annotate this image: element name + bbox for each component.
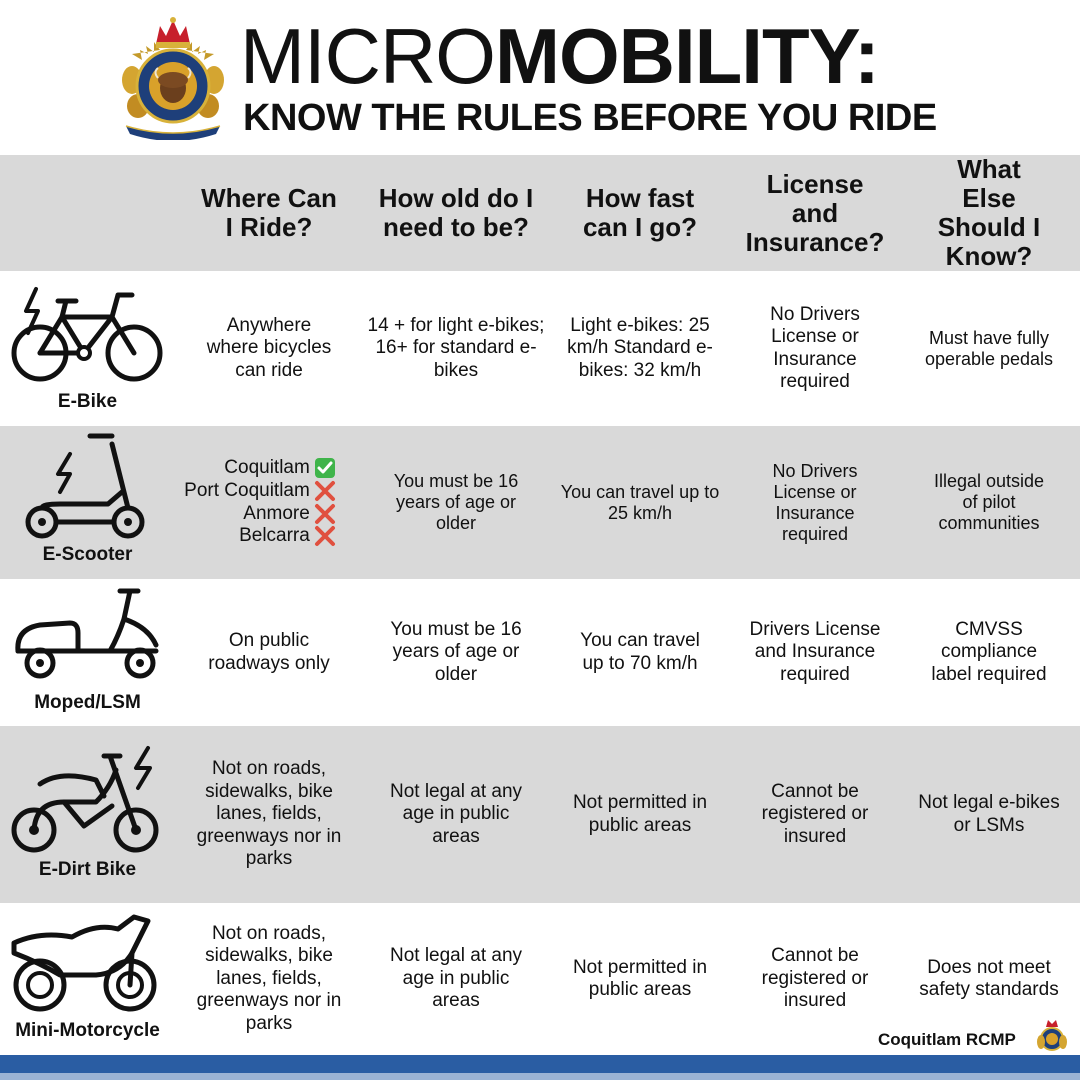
community-name: Anmore [243, 502, 310, 524]
column-header-text: How fast can I go? [582, 183, 698, 242]
rcmp-crest-logo [118, 14, 228, 140]
license-cell [732, 903, 898, 1055]
other-cell [903, 271, 1075, 426]
cell-text: Light e-bikes: 25 km/h Standard e-bikes: 32 km/h [567, 314, 713, 381]
cell-text: You can travel up to 70 km/h [580, 630, 700, 674]
cell-text: Not permitted in public areas [572, 956, 708, 1000]
vehicle-cell [0, 271, 175, 426]
vehicle-label: Mini-Motorcycle [15, 1020, 160, 1041]
cell-text: On public roadways only [208, 630, 330, 674]
vehicle-label: E-Dirt Bike [38, 859, 137, 880]
column-header-speed [550, 155, 730, 271]
age-cell [365, 271, 547, 426]
license-cell [732, 726, 898, 903]
header [0, 0, 1080, 155]
where-cell [180, 271, 358, 426]
vehicle-label: Moped/LSM [34, 692, 141, 713]
motorcycle-icon [0, 903, 175, 1018]
speed-cell [550, 271, 730, 426]
footer-bar [0, 1055, 1080, 1073]
license-cell [732, 426, 898, 579]
moped-icon [0, 579, 175, 689]
speed-cell [550, 579, 730, 726]
table-row [0, 726, 1080, 903]
cell-text: Illegal outside of pilot communities [933, 471, 1045, 533]
where-cell [180, 903, 358, 1055]
table-row [0, 579, 1080, 726]
cell-text: Cannot be registered or insured [761, 780, 869, 847]
e-dirt-bike-icon [0, 726, 175, 856]
cell-text: Not legal e-bikes or LSMs [918, 792, 1060, 836]
cell-text: Not legal at any age in public areas [389, 945, 523, 1012]
check-icon [314, 457, 336, 479]
list-item [184, 525, 336, 548]
age-cell [365, 579, 547, 726]
community-list [184, 457, 336, 547]
column-header-text: What Else Should I Know? [937, 154, 1041, 271]
table-row [0, 271, 1080, 426]
rcmp-crest-small-logo [1036, 1018, 1068, 1054]
title-bold: MOBILITY: [494, 12, 879, 100]
cell-text: No Drivers License or Insurance required [770, 303, 860, 392]
column-header-text: How old do I need to be? [378, 183, 534, 242]
vehicle-cell [0, 579, 175, 726]
vehicle-cell [0, 726, 175, 903]
vehicle-label: E-Scooter [42, 544, 133, 565]
other-cell [903, 726, 1075, 903]
brand-name: Coquitlam RCMP [878, 1030, 1016, 1049]
cell-text: Not on roads, sidewalks, bike lanes, fields, greenways nor in parks [196, 922, 342, 1034]
title-light: MICRO [240, 12, 495, 100]
speed-cell [550, 903, 730, 1055]
cross-icon [314, 503, 336, 525]
column-header-text: Where Can I Ride? [201, 183, 337, 242]
vehicle-cell [0, 426, 175, 579]
e-bike-icon [0, 271, 175, 391]
column-header-age [365, 155, 547, 271]
cross-icon [314, 525, 336, 547]
cell-text: Drivers License and Insurance required [749, 618, 881, 685]
age-cell [365, 903, 547, 1055]
license-cell [732, 579, 898, 726]
community-name: Belcarra [239, 525, 310, 547]
column-header-other [903, 155, 1075, 271]
footer-bar-light [0, 1073, 1080, 1080]
cell-text: Not on roads, sidewalks, bike lanes, fields, greenways nor in parks [196, 758, 342, 870]
cell-text: Cannot be registered or insured [761, 945, 869, 1012]
cell-text: You must be 16 years of age or older [390, 618, 522, 685]
list-item [184, 480, 336, 503]
table-row [0, 426, 1080, 579]
where-cell [180, 579, 358, 726]
cell-text: CMVSS compliance label required [931, 618, 1047, 685]
cell-text: Does not meet safety standards [919, 956, 1059, 1000]
vehicle-label: E-Bike [57, 391, 118, 412]
cell-text: You can travel up to 25 km/h [560, 481, 720, 523]
license-cell [732, 271, 898, 426]
column-header-license [732, 155, 898, 271]
age-cell [365, 426, 547, 579]
speed-cell [550, 426, 730, 579]
speed-cell [550, 726, 730, 903]
cell-text: 14 + for light e-bikes; 16+ for standard e-bikes [367, 314, 545, 381]
cross-icon [314, 480, 336, 502]
page-title [240, 14, 879, 98]
where-cell [180, 726, 358, 903]
where-cell [170, 426, 350, 579]
age-cell [365, 726, 547, 903]
cell-text: Must have fully operable pedals [924, 327, 1054, 369]
column-header-row [0, 155, 1080, 271]
community-name: Coquitlam [224, 457, 310, 479]
community-name: Port Coquitlam [184, 480, 310, 501]
e-scooter-icon [0, 426, 175, 546]
cell-text: No Drivers License or Insurance required [772, 460, 858, 544]
list-item [184, 457, 336, 480]
cell-text: Not legal at any age in public areas [389, 780, 523, 847]
column-header-text: License and Insurance? [745, 168, 885, 257]
cell-text: Not permitted in public areas [572, 792, 708, 836]
other-cell [903, 579, 1075, 726]
column-header-where [180, 155, 358, 271]
page-subtitle: KNOW THE RULES BEFORE YOU RIDE [243, 97, 937, 139]
vehicle-cell [0, 903, 175, 1055]
cell-text: You must be 16 years of age or older [393, 471, 519, 533]
other-cell [903, 426, 1075, 579]
cell-text: Anywhere where bicycles can ride [206, 314, 332, 381]
list-item [184, 503, 336, 526]
